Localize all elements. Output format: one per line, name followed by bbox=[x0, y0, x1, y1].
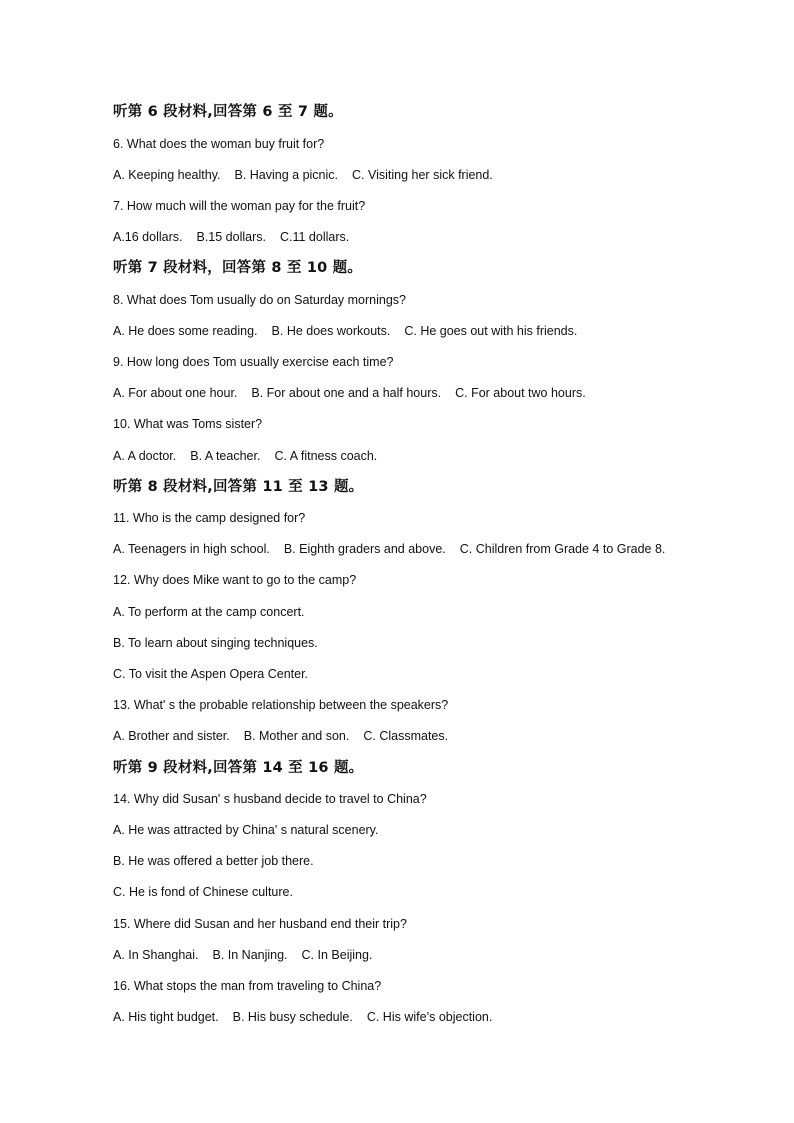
option-a: A. His tight budget. bbox=[113, 1010, 219, 1024]
question-text: 10. What was Toms sister? bbox=[113, 417, 263, 431]
question-text: 7. How much will the woman pay for the fruit? bbox=[113, 199, 366, 213]
question-text: 9. How long does Tom usually exercise each time? bbox=[113, 355, 394, 369]
section-heading: 听第 8 段材料,回答第 11 至 13 题。 bbox=[113, 479, 364, 495]
option-c: C. He goes out with his friends. bbox=[404, 324, 578, 338]
option-c: C. He is fond of Chinese culture. bbox=[113, 885, 293, 899]
option-b: B. A teacher. bbox=[190, 449, 261, 463]
option-c: C. A fitness coach. bbox=[274, 449, 378, 463]
option-a: A. For about one hour. bbox=[113, 386, 238, 400]
option-a: A. To perform at the camp concert. bbox=[113, 605, 305, 619]
option-b: B. He does workouts. bbox=[271, 324, 391, 338]
option-b: B. To learn about singing techniques. bbox=[113, 636, 318, 650]
question-text: 11. Who is the camp designed for? bbox=[113, 511, 306, 525]
option-a: A.16 dollars. bbox=[113, 230, 183, 244]
answer-options bbox=[113, 385, 586, 401]
option-c: C. Children from Grade 4 to Grade 8. bbox=[459, 542, 666, 556]
option-a: A. Keeping healthy. bbox=[113, 168, 221, 182]
option-c: C. In Beijing. bbox=[301, 948, 373, 962]
option-a: A. He does some reading. bbox=[113, 324, 258, 338]
option-b: B. His busy schedule. bbox=[232, 1010, 353, 1024]
option-b: B. In Nanjing. bbox=[212, 948, 288, 962]
section-heading: 听第 6 段材料,回答第 6 至 7 题。 bbox=[113, 104, 343, 120]
question-text: 13. What' s the probable relationship between the speakers? bbox=[113, 698, 449, 712]
option-c: C. Visiting her sick friend. bbox=[352, 168, 493, 182]
option-c: C.11 dollars. bbox=[279, 230, 350, 244]
question-text: 12. Why does Mike want to go to the camp? bbox=[113, 573, 357, 587]
option-b: B.15 dollars. bbox=[196, 230, 266, 244]
answer-options bbox=[113, 1009, 492, 1025]
question-text: 15. Where did Susan and her husband end their trip? bbox=[113, 917, 407, 931]
option-b: B. Having a picnic. bbox=[234, 168, 339, 182]
question-text: 8. What does Tom usually do on Saturday mornings? bbox=[113, 293, 406, 307]
option-c: C. To visit the Aspen Opera Center. bbox=[113, 667, 309, 681]
option-a: A. Brother and sister. bbox=[113, 729, 230, 743]
option-c: C. For about two hours. bbox=[455, 386, 586, 400]
option-a: A. A doctor. bbox=[113, 449, 177, 463]
answer-options bbox=[113, 167, 493, 183]
section-heading: 听第 9 段材料,回答第 14 至 16 题。 bbox=[113, 760, 364, 776]
question-text: 6. What does the woman buy fruit for? bbox=[113, 137, 325, 151]
answer-options bbox=[113, 947, 372, 963]
option-b: B. Eighth graders and above. bbox=[283, 542, 446, 556]
option-c: C. Classmates. bbox=[363, 729, 449, 743]
section-heading: 听第 7 段材料，回答第 8 至 10 题。 bbox=[113, 260, 363, 276]
option-a: A. He was attracted by China' s natural scenery. bbox=[113, 823, 379, 837]
option-b: B. He was offered a better job there. bbox=[113, 854, 314, 868]
option-a: A. In Shanghai. bbox=[113, 948, 199, 962]
answer-options bbox=[113, 229, 349, 245]
answer-options bbox=[113, 541, 665, 557]
question-text: 16. What stops the man from traveling to China? bbox=[113, 979, 382, 993]
answer-options bbox=[113, 448, 377, 464]
option-a: A. Teenagers in high school. bbox=[113, 542, 270, 556]
answer-options bbox=[113, 323, 577, 339]
answer-options bbox=[113, 728, 448, 744]
option-c: C. His wife’s objection. bbox=[366, 1010, 493, 1024]
option-b: B. For about one and a half hours. bbox=[251, 386, 442, 400]
option-b: B. Mother and son. bbox=[243, 729, 350, 743]
question-text: 14. Why did Susan' s husband decide to travel to China? bbox=[113, 792, 427, 806]
